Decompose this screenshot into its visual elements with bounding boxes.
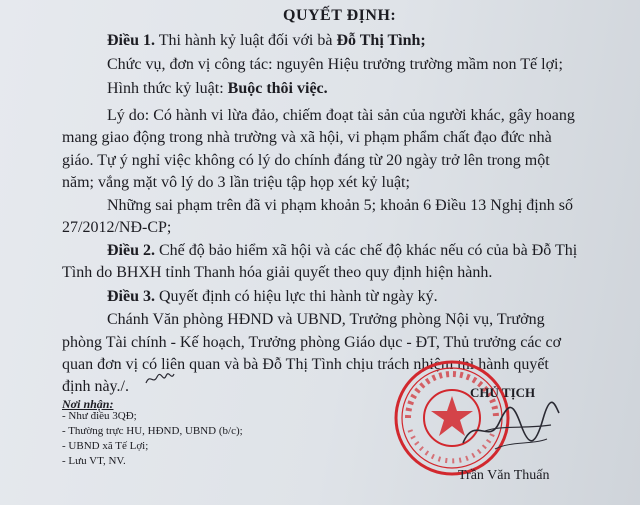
reason-line: giáo. Tự ý nghỉ việc không có lý do chính đáng từ 20 ngày trở lên trong một (62, 152, 550, 169)
article-2-label: Điều 2. (107, 242, 155, 259)
article-1-text: Thi hành kỷ luật đối với bà (155, 32, 337, 49)
recipient-item: - Lưu VT, NV. (62, 455, 126, 467)
initials-mark (144, 371, 176, 387)
violation-line: Những sai phạm trên đã vi phạm khoản 5; khoản 6 Điều 13 Nghị định số (107, 197, 573, 214)
signer-name: Trần Văn Thuấn (458, 468, 550, 483)
article-1-end: ; (420, 32, 426, 49)
responsibility-line: Chánh Văn phòng HĐND và UBND, Trưởng phòng Nội vụ, Trưởng (107, 311, 545, 328)
discipline-label: Hình thức kỷ luật: (107, 80, 228, 97)
discipline-line (107, 79, 328, 99)
reason-line: năm; vắng mặt vô lý do 3 lần triệu tập họp xét kỷ luật; (62, 174, 410, 191)
article-3-label: Điều 3. (107, 288, 155, 305)
article-1-name: Đỗ Thị Tình (336, 32, 421, 49)
article-2-text: Chế độ bảo hiểm xã hội và các chế độ khác nếu có của bà Đỗ Thị (155, 242, 578, 259)
reason-line: mang giao động trong nhà trường và xã hội, vi phạm phẩm chất đạo đức nhà (62, 129, 552, 146)
article-2-line-2: Tình do BHXH tỉnh Thanh hóa giải quyết theo quy định hiện hành. (62, 264, 493, 281)
violation-line: 27/2012/NĐ-CP; (62, 219, 172, 236)
responsibility-line: phòng Tài chính - Kế hoạch, Trưởng phòng Giáo dục - ĐT, Thủ trưởng các cơ (62, 334, 562, 351)
signature-mark (455, 395, 565, 455)
responsibility-line: quan đơn vị có liên quan và bà Đỗ Thị Tình chịu trách nhiệm thi hành quyết (62, 356, 549, 373)
recipients-title: Nơi nhận: (62, 397, 114, 411)
signature-title: CHỦ TỊCH (470, 385, 536, 400)
article-1-label: Điều 1. (107, 32, 155, 49)
article-1-line (107, 31, 426, 51)
article-2-line (107, 241, 577, 261)
recipient-item: - UBND xã Tế Lợi; (62, 440, 149, 452)
recipient-item: - Thường trực HU, HĐND, UBND (b/c); (62, 425, 243, 437)
recipient-item: - Như điều 3QĐ; (62, 410, 137, 422)
reason-line: Lý do: Có hành vi lừa đảo, chiếm đoạt tài sản của người khác, gây hoang (107, 107, 575, 124)
article-3-line (107, 287, 438, 307)
discipline-value: Buộc thôi việc. (227, 80, 328, 97)
responsibility-line: định này./. (62, 378, 129, 395)
article-3-text: Quyết định có hiệu lực thi hành từ ngày ký. (155, 288, 438, 305)
position-line: Chức vụ, đơn vị công tác: nguyên Hiệu trưởng trường mầm non Tế lợi; (107, 56, 563, 73)
decision-heading: QUYẾT ĐỊNH: (283, 7, 397, 24)
